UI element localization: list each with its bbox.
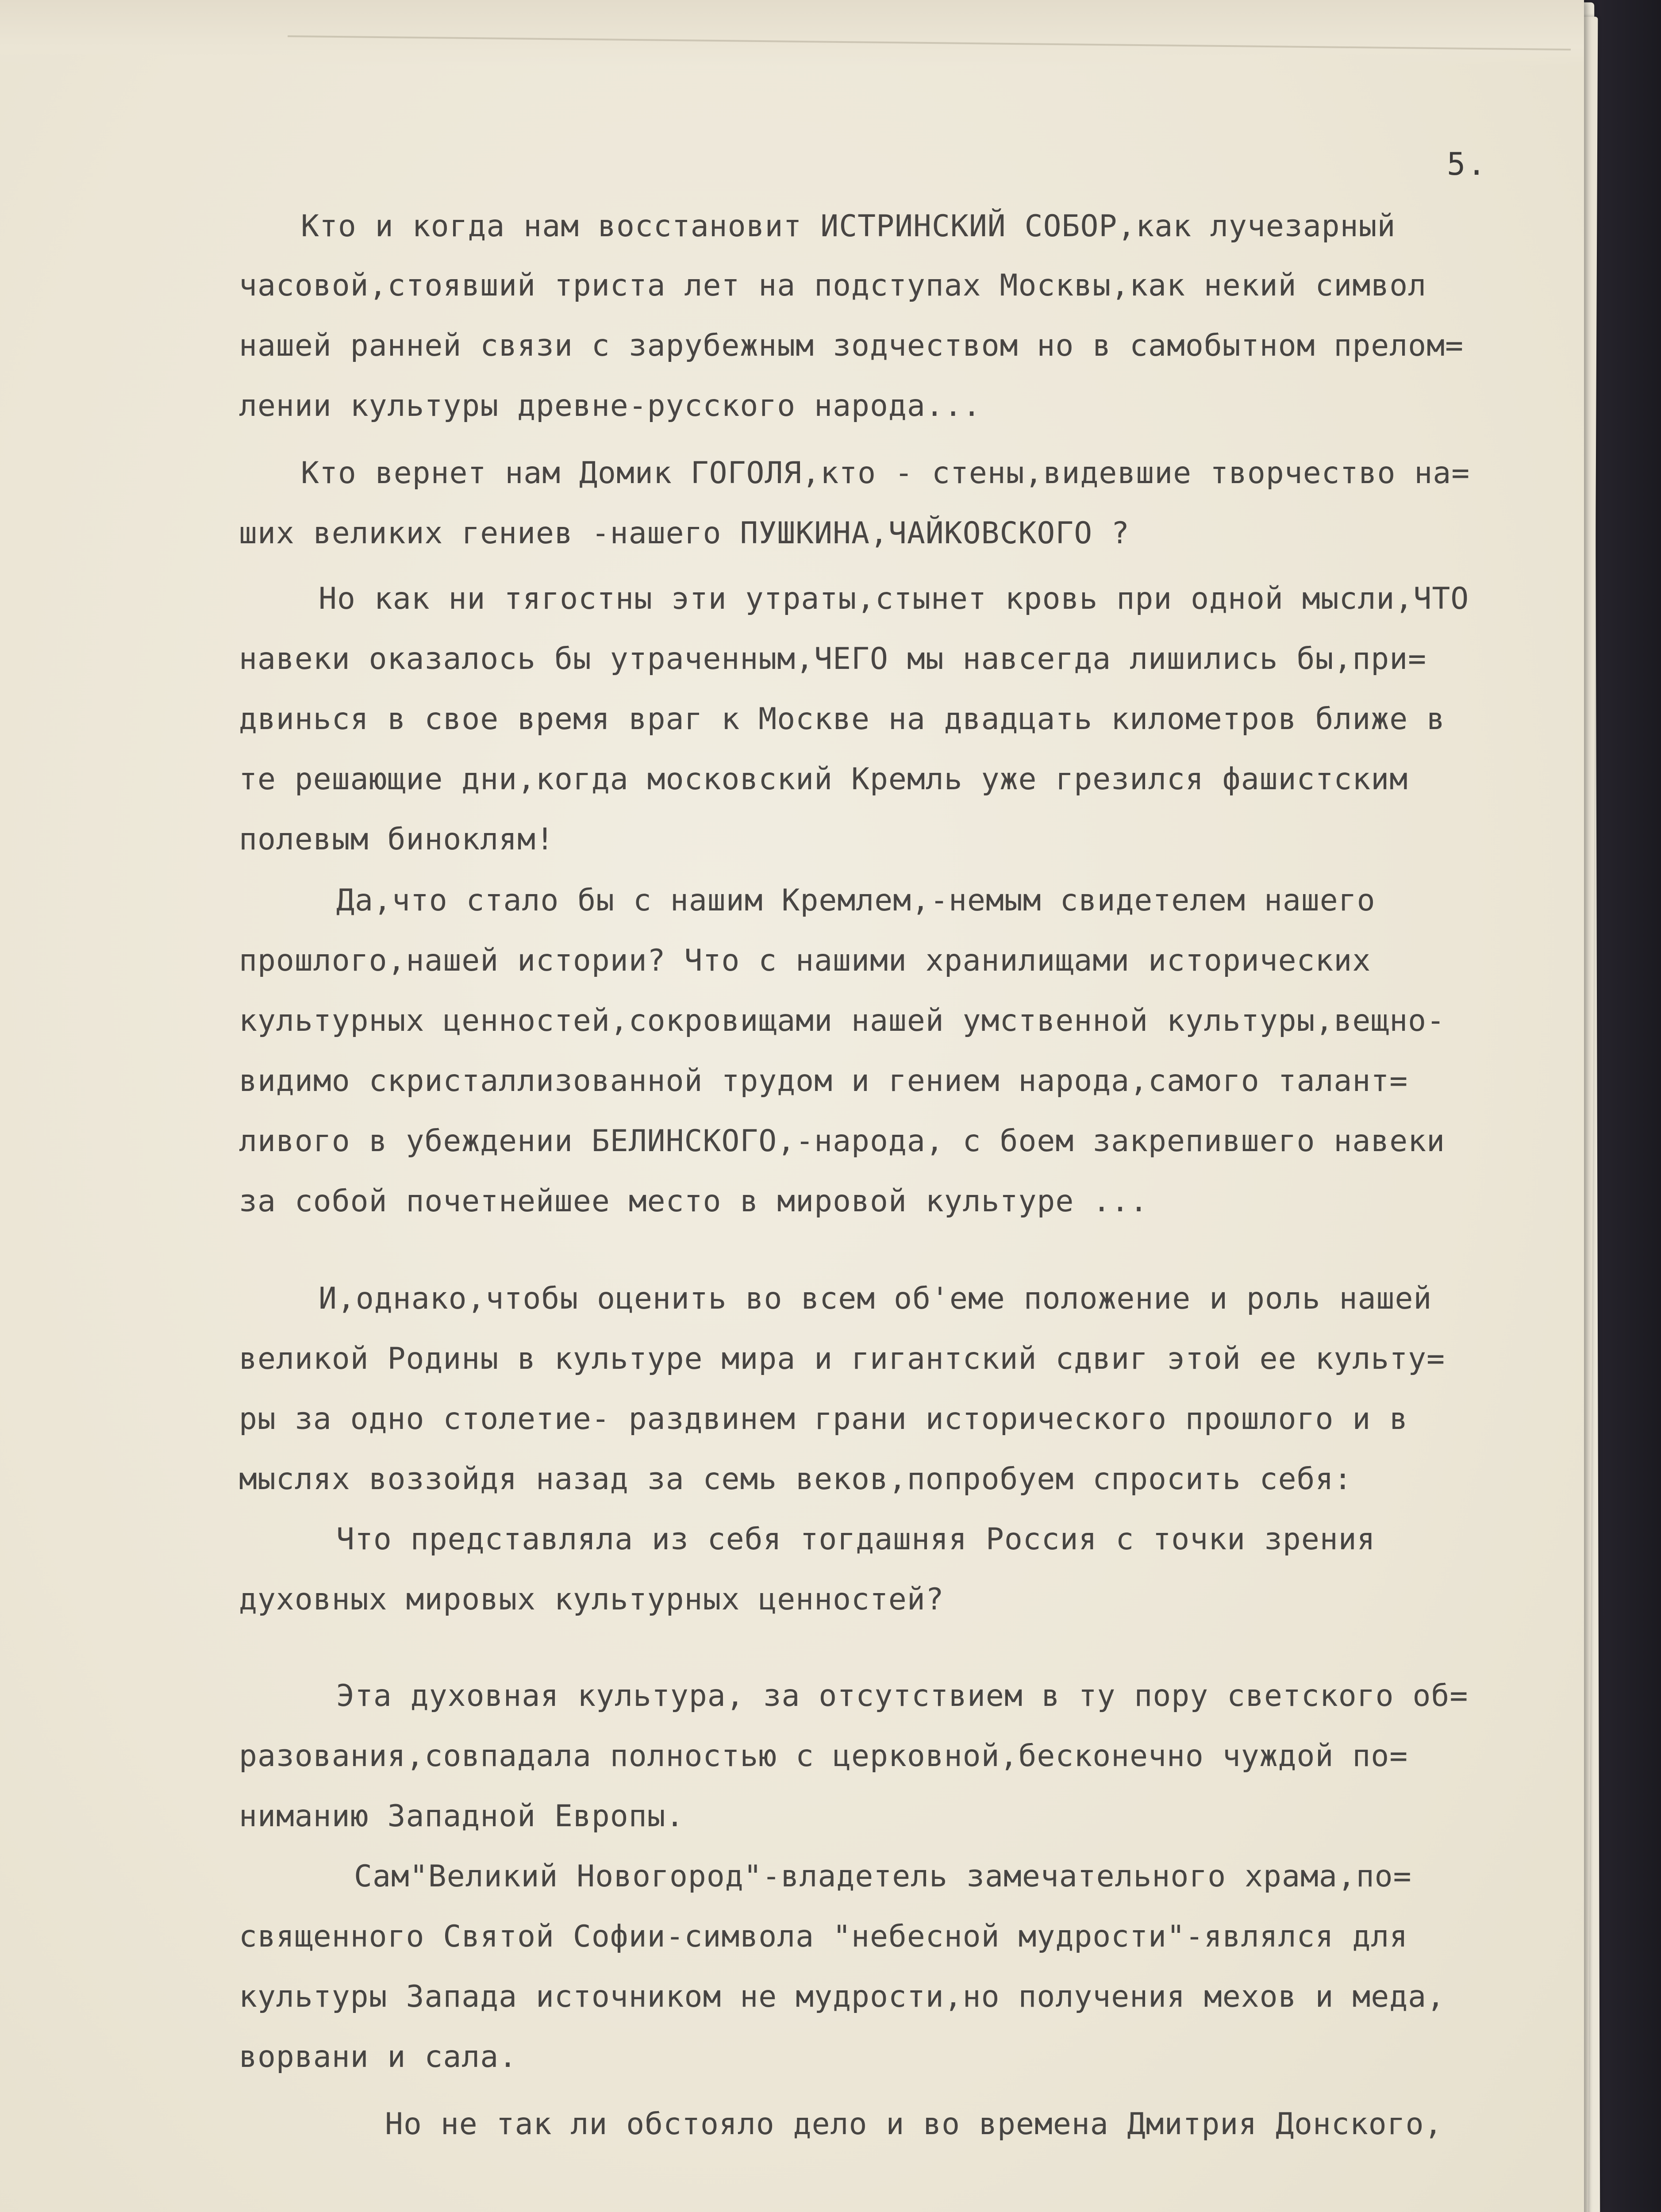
text-line: Что представляла из себя тогдашняя Россия с точки зрения xyxy=(336,1522,1376,1557)
text-line: Кто вернет нам Домик ГОГОЛЯ,кто - стены,видевшие творчество на= xyxy=(301,456,1470,491)
text-line: Эта духовная культура, за отсутствием в ту пору светского об= xyxy=(336,1678,1469,1713)
text-line: Но не так ли обстояло дело и во времена Дмитрия Донского, xyxy=(385,2107,1443,2142)
text-line: ры за одно столетие- раздвинем грани исторического прошлого и в xyxy=(239,1402,1408,1436)
text-line: часовой,стоявший триста лет на подступах Москвы,как некий символ xyxy=(239,268,1427,303)
text-line: духовных мировых культурных ценностей? xyxy=(239,1582,944,1617)
text-line: Сам"Великий Новогород"-владетель замечательного храма,по= xyxy=(354,1859,1412,1894)
text-line: видимо скристаллизованной трудом и гением народа,самого талант= xyxy=(239,1064,1408,1098)
text-line: полевым биноклям! xyxy=(239,822,554,857)
text-line: двинься в свое время враг к Москве на двадцать километров ближе в xyxy=(239,702,1446,737)
text-line: великой Родины в культуре мира и гигантский сдвиг этой ее культу= xyxy=(239,1341,1446,1376)
text-line: Да,что стало бы с нашим Кремлем,-немым свидетелем нашего xyxy=(336,883,1376,918)
text-line: прошлого,нашей истории? Что с нашими хранилищами исторических xyxy=(239,943,1371,978)
text-line: разования,совпадала полностью с церковной,бесконечно чуждой по= xyxy=(239,1739,1408,1774)
text-line: священного Святой Софии-символа "небесной мудрости"-являлся для xyxy=(239,1919,1408,1954)
text-line: культуры Запада источником не мудрости,но получения мехов и меда, xyxy=(239,1979,1446,2014)
text-line: нашей ранней связи с зарубежным зодчеством но в самобытном прелом= xyxy=(239,328,1464,363)
text-line: ниманию Западной Европы. xyxy=(239,1799,684,1834)
page-number: 5. xyxy=(1447,146,1488,182)
text-line: мыслях воззойдя назад за семь веков,попробуем спросить себя: xyxy=(239,1462,1353,1497)
text-line: ворвани и сала. xyxy=(239,2039,518,2074)
text-line: И,однако,чтобы оценить во всем об'еме положение и роль нашей xyxy=(319,1281,1432,1316)
text-line: лении культуры древне-русского народа... xyxy=(239,388,981,423)
text-line: культурных ценностей,сокровищами нашей умственной культуры,вещно- xyxy=(239,1003,1446,1038)
text-line: ших великих гениев -нашего ПУШКИНА,ЧАЙКОВСКОГО ? xyxy=(239,516,1130,551)
text-line: те решающие дни,когда московский Кремль уже грезился фашистским xyxy=(239,762,1408,797)
text-line: Но как ни тягостны эти утраты,стынет кровь при одной мысли,ЧТО xyxy=(319,581,1469,616)
text-line: за собой почетнейшее место в мировой культуре ... xyxy=(239,1184,1149,1219)
text-line: ливого в убеждении БЕЛИНСКОГО,-народа, с боем закрепившего навеки xyxy=(239,1124,1446,1159)
text-line: Кто и когда нам восстановит ИСТРИНСКИЙ СОБОР,как лучезарный xyxy=(301,209,1396,244)
text-line: навеки оказалось бы утраченным,ЧЕГО мы навсегда лишились бы,при= xyxy=(239,641,1427,676)
